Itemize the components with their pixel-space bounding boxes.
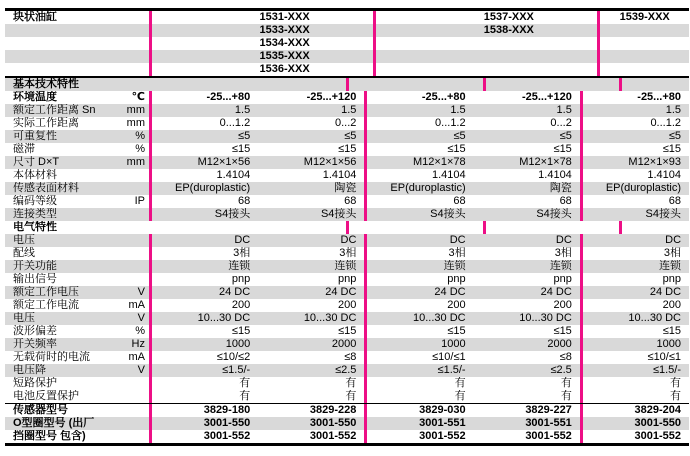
cell-value [486,78,553,91]
cell-value: ≤15 [258,325,367,338]
section-row [5,221,689,234]
cell-value: 3相 [448,247,466,259]
row-label: 配线 [13,247,35,259]
cell-value: M12×1×78 [413,156,466,168]
section-row [5,78,689,91]
row-unit [108,247,152,260]
cell-value: 3829-227 [474,404,583,417]
row-label: 电池反置保护 [13,390,79,402]
cell-value: 1.5 [234,104,251,116]
cell-value: EP(duroplastic) [175,182,251,194]
row-unit: V [108,312,152,325]
cell-value: EP(duroplastic) [605,182,682,194]
cell-value: pnp [258,273,367,286]
cell-value: 2000 [258,338,367,351]
row-unit: mm [108,117,152,130]
row-label: 开关功能 [13,260,57,272]
cell-value: ≤1.5/- [222,364,251,376]
spec-row [5,403,689,417]
row-unit: Hz [108,338,152,351]
model-number: 1537-XXX [376,11,600,24]
cell-value: 1.5 [258,104,367,117]
cell-value: S4接头 [430,208,466,220]
cell-value: 3829-228 [258,404,367,417]
spec-row [5,417,689,430]
spec-row [5,299,689,312]
cell-value: 1000 [441,338,466,350]
spec-row [5,247,689,260]
cell-value: ≤15 [447,143,466,155]
model-number: 1531-XXX [152,11,376,24]
cell-value: ≤10/≤1 [432,351,466,363]
spec-row [5,104,689,117]
row-label: 实际工作距离 [13,117,79,129]
cell-value: 连锁 [443,260,466,272]
row-label: 环境温度 [13,91,57,103]
spec-row [5,260,689,273]
header-row [5,11,689,24]
cell-value: M12×1×78 [474,156,583,169]
row-unit: V [108,364,152,377]
cell-value: 有 [670,377,682,389]
cell-value: DC [449,234,466,246]
row-unit [108,417,152,430]
cell-value: 1.5 [665,104,682,116]
cell-value: 有 [258,390,367,403]
cell-value: 3001-550 [258,417,367,430]
row-label: 额定工作电流 [13,299,79,311]
row-unit: % [108,143,152,156]
cell-value: 68 [668,195,682,207]
unit-spacer [305,221,349,234]
spec-table [5,8,689,446]
row-unit: V [108,286,152,299]
row-label: 波形偏差 [13,325,57,337]
cell-value: 68 [453,195,466,207]
cell-value: -25...+120 [474,91,583,104]
row-unit [108,377,152,390]
cell-value: 68 [237,195,251,207]
row-unit: % [108,325,152,338]
cell-value: 24 DC [258,286,367,299]
cell-value [552,78,622,91]
spec-row [5,351,689,364]
table-title: 块状油缸 [13,11,57,23]
cell-value: 3829-030 [419,404,466,416]
spec-row [5,377,689,390]
cell-value: ≤15 [258,143,367,156]
cell-value: ≤15 [231,143,251,155]
spec-row [5,234,689,247]
cell-value: -25...+120 [258,91,367,104]
row-unit [108,260,152,273]
row-unit: IP [108,195,152,208]
cell-value: 3001-552 [474,430,583,443]
spec-row [5,195,689,208]
cell-value: DC [234,234,251,246]
cell-value: 10...30 DC [628,312,682,324]
spec-row [5,91,689,104]
spec-row [5,390,689,403]
cell-value: ≤8 [474,351,583,364]
cell-value: ≤1.5/- [437,364,466,376]
row-label: 磁滞 [13,143,35,155]
model-number: 1539-XXX [619,11,670,23]
cell-value: -25...+80 [637,91,682,103]
cell-value: 68 [258,195,367,208]
cell-value: ≤5 [668,130,682,142]
cell-value: M12×1×56 [197,156,251,168]
cell-value: 有 [258,377,367,390]
cell-value: 1.5 [450,104,466,116]
cell-value: -25...+80 [206,91,251,103]
unit-spacer [108,37,152,50]
row-unit [108,234,152,247]
spec-row [5,208,689,221]
cell-value: 连锁 [474,260,583,273]
cell-value: 0...1.2 [219,117,251,129]
cell-value: 3001-552 [634,430,682,442]
unit-spacer [108,50,152,63]
row-unit [108,390,152,403]
row-unit [108,404,152,417]
spec-row [5,286,689,299]
cell-value: pnp [447,273,466,285]
row-unit [108,208,152,221]
table-title [5,63,108,76]
cell-value: ≤15 [474,325,583,338]
cell-value: 3001-551 [474,417,583,430]
cell-value: ≤15 [474,143,583,156]
cell-value: ≤5 [258,130,367,143]
cell-value: 24 DC [434,286,466,298]
spec-row [5,117,689,130]
cell-value: 有 [670,390,682,402]
cell-value: 1.4104 [647,169,682,181]
cell-value: S4接头 [474,208,583,221]
cell-value: 3相 [258,247,367,260]
table-title [5,24,108,37]
row-label: 开关频率 [13,338,57,350]
spec-row [5,156,689,169]
cell-value: 0...1.2 [435,117,466,129]
cell-value: 1.4104 [258,169,367,182]
spec-rows-block [5,78,689,443]
model-number [600,50,689,63]
cell-value: ≤15 [447,325,466,337]
cell-value: 有 [474,390,583,403]
row-label: 连接类型 [13,208,57,220]
cell-value: 200 [474,299,583,312]
model-number [376,63,600,76]
cell-value: 3001-552 [419,430,466,442]
cell-value: 3001-552 [258,430,367,443]
cell-value: 1.4104 [431,169,466,181]
cell-value: pnp [231,273,251,285]
row-label: 无载荷时的电流 [13,351,90,363]
cell-value: 68 [474,195,583,208]
spec-row [5,143,689,156]
spec-row [5,338,689,351]
model-number [600,63,689,76]
cell-value: pnp [662,273,682,285]
cell-value: pnp [474,273,583,286]
row-unit: mA [108,299,152,312]
cell-value: 陶瓷 [474,182,583,195]
model-number: 1533-XXX [152,24,376,37]
section-label: 电气特性 [13,221,57,233]
cell-value: 10...30 DC [258,312,367,325]
cell-value: S4接头 [214,208,251,220]
cell-value [416,221,486,234]
row-label: 传感表面材料 [13,182,79,194]
model-number: 1535-XXX [152,50,376,63]
cell-value: 陶瓷 [258,182,367,195]
row-label: O型圈型号 (出厂 [13,417,95,429]
cell-value: DC [474,234,583,247]
spec-row [5,325,689,338]
cell-value: 3001-550 [634,417,682,429]
cell-value: 1000 [656,338,682,350]
row-unit: mm [108,104,152,117]
cell-value: -25...+80 [421,91,466,103]
row-label: 额定工作距离 Sn [13,104,96,116]
spec-row [5,169,689,182]
spec-row [5,312,689,325]
row-label: 尺寸 D×T [13,156,60,168]
row-label: 可重复性 [13,130,57,142]
cell-value: ≤10/≤2 [216,351,251,363]
table-title [5,37,108,50]
header-row [5,37,689,50]
cell-value: ≤2.5 [258,364,367,377]
row-label: 输出信号 [13,273,57,285]
cell-value [622,221,689,234]
row-unit: ℃ [108,91,152,104]
row-label: 电压降 [13,364,46,376]
cell-value: S4接头 [258,208,367,221]
model-number: 1538-XXX [376,24,600,37]
cell-value: ≤15 [662,325,682,337]
cell-value: 有 [239,390,251,402]
row-label: 电压 [13,312,35,324]
row-unit: mA [108,351,152,364]
cell-value: 有 [239,377,251,389]
model-header-block [5,11,689,78]
cell-value: 3001-552 [203,430,251,442]
cell-value: 连锁 [258,260,367,273]
cell-value [486,221,553,234]
cell-value [416,78,486,91]
cell-value: 200 [258,299,367,312]
model-number [376,50,600,63]
table-title [5,50,108,63]
row-label: 电压 [13,234,35,246]
cell-value: M12×1×56 [258,156,367,169]
cell-value [622,78,689,91]
cell-value: 3829-204 [634,404,682,416]
cell-value: 0...1.2 [650,117,682,129]
cell-value: DC [665,234,682,246]
header-row [5,50,689,63]
model-number [600,24,689,37]
cell-value: M12×1×93 [628,156,682,168]
row-label: 编码等级 [13,195,57,207]
cell-value: 1000 [225,338,251,350]
unit-spacer [108,63,152,76]
cell-value: ≤5 [474,130,583,143]
spec-row [5,273,689,286]
cell-value: ≤10/≤1 [647,351,682,363]
cell-value: 200 [447,299,466,311]
cell-value: 1.4104 [216,169,251,181]
model-number: 1536-XXX [152,63,376,76]
spec-row [5,364,689,377]
header-row [5,24,689,37]
cell-value: 3相 [233,247,251,259]
row-label: 短路保护 [13,377,57,389]
model-number [600,37,689,50]
cell-value: 1.4104 [474,169,583,182]
cell-value: 有 [474,377,583,390]
unit-spacer [108,24,152,37]
row-label: 本体材料 [13,169,57,181]
header-row [5,63,689,76]
cell-value: DC [258,234,367,247]
row-unit [108,430,152,443]
cell-value: 24 DC [219,286,251,298]
cell-value: 1.5 [474,104,583,117]
cell-value: 3001-551 [419,417,466,429]
section-label: 基本技术特性 [13,78,79,90]
row-unit [108,169,152,182]
cell-value: ≤5 [238,130,251,142]
cell-value: 0...2 [474,117,583,130]
cell-value: ≤1.5/- [652,364,682,376]
cell-value [552,221,622,234]
cell-value: S4接头 [645,208,682,220]
cell-value: 24 DC [649,286,682,298]
cell-value [349,221,416,234]
cell-value: 3相 [663,247,682,259]
cell-value: 3001-550 [203,417,251,429]
cell-value: 3829-180 [203,404,251,416]
cell-value: 0...2 [258,117,367,130]
cell-value: 有 [454,390,466,402]
cell-value: 200 [662,299,682,311]
cell-value: ≤8 [258,351,367,364]
spec-row [5,130,689,143]
cell-value: 10...30 DC [474,312,583,325]
row-label: 额定工作电压 [13,286,79,298]
row-label: 挡圈型号 包含) [13,430,86,442]
cell-value: ≤2.5 [474,364,583,377]
unit-spacer [108,11,152,24]
model-number [376,37,600,50]
cell-value: 24 DC [474,286,583,299]
cell-value: EP(duroplastic) [390,182,466,194]
unit-spacer [305,78,349,91]
cell-value: 有 [454,377,466,389]
cell-value: 10...30 DC [197,312,251,324]
row-unit [108,273,152,286]
row-unit: mm [108,156,152,169]
model-number: 1534-XXX [152,37,376,50]
cell-value: ≤5 [453,130,466,142]
spec-row [5,430,689,443]
cell-value [349,78,416,91]
cell-value: ≤15 [231,325,251,337]
cell-value: 200 [231,299,251,311]
cell-value: 3相 [474,247,583,260]
spec-row [5,182,689,195]
cell-value: 连锁 [228,260,251,272]
cell-value: ≤15 [662,143,682,155]
cell-value: 连锁 [659,260,682,272]
row-label: 传感器型号 [13,404,68,416]
row-unit: % [108,130,152,143]
cell-value: 10...30 DC [413,312,466,324]
row-unit [108,182,152,195]
cell-value: 2000 [474,338,583,351]
